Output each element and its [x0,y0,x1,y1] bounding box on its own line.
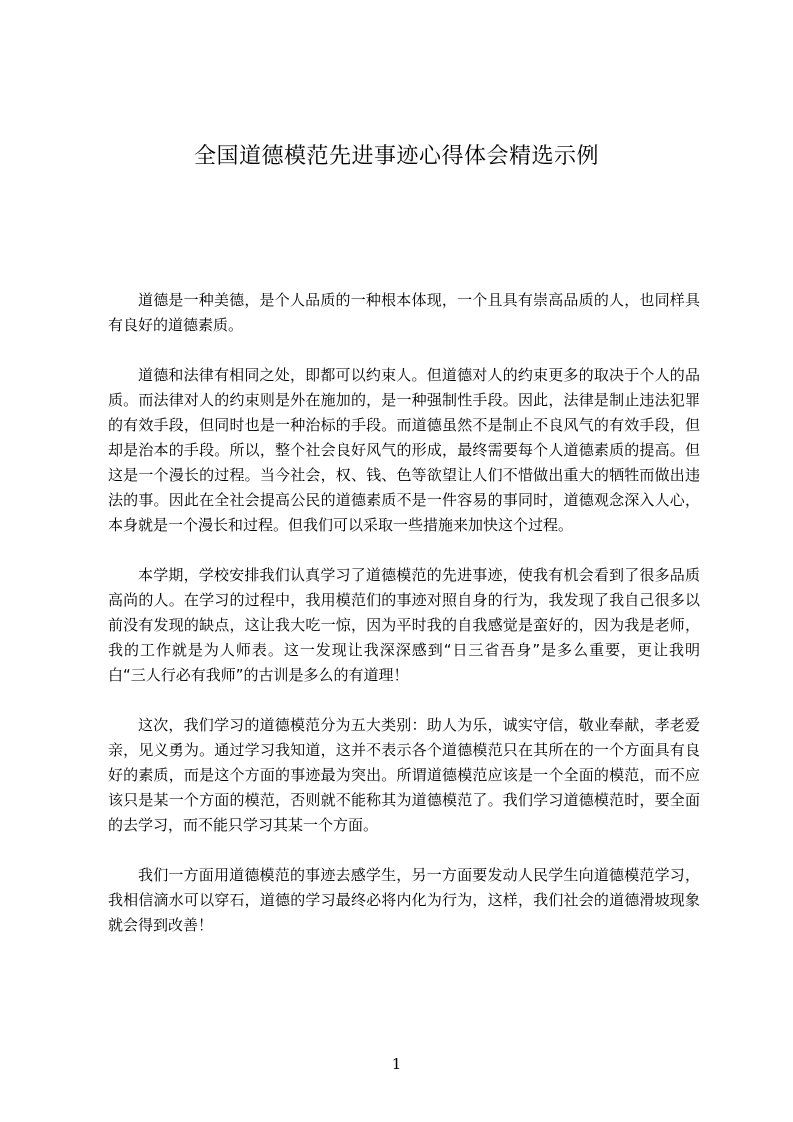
paragraph-3: 本学期，学校安排我们认真学习了道德模范的先进事迹，使我有机会看到了很多品质高尚的人。在学习的过程中，我用模范们的事迹对照自身的行为，我发现了我自己很多以前没有发现的缺点，这让我大吃一惊，因为平时我的自我感觉是蛮好的，因为我是老师，我的工作就是为人师表。这一发现让我深深感到“日三省吾身”是多么重要，更让我明白“三人行必有我师”的古训是多么的有道理！ [108,566,700,684]
document-body [108,288,700,963]
paragraph-4: 这次，我们学习的道德模范分为五大类别：助人为乐，诚实守信，敬业奉献，孝老爱亲，见义勇为。通过学习我知道，这并不表示各个道德模范只在其所在的一个方面具有良好的素质，而是这个方面的事迹最为突出。所谓道德模范应该是一个全面的模范，而不应该只是某一个方面的模范，否则就不能称其为道德模范了。我们学习道德模范时，要全面的去学习，而不能只学习其某一个方面。 [108,716,700,834]
document-title: 全国道德模范先进事迹心得体会精选示例 [193,144,599,169]
paragraph-2: 道德和法律有相同之处，即都可以约束人。但道德对人的约束更多的取决于个人的品质。而法律对人的约束则是外在施加的，是一种强制性手段。因此，法律是制止违法犯罪的有效手段，但同时也是一种治标的手段。而道德虽然不是制止不良风气的有效手段，但却是治本的手段。所以，整个社会良好风气的形成，最终需要每个人道德素质的提高。但这是一个漫长的过程。当今社会，权、钱、色等欲望让人们不惜做出重大的牺牲而做出违法的事。因此在全社会提高公民的道德素质不是一件容易的事同时，道德观念深入人心，本身就是一个漫长和过程。但我们可以采取一些措施来加快这个过程。 [108,366,700,534]
page-number: 1 [391,1055,402,1073]
paragraph-1: 道德是一种美德，是个人品质的一种根本体现，一个且具有崇高品质的人，也同样具有良好的道德素质。 [108,291,700,334]
paragraph-5: 我们一方面用道德模范的事迹去感学生，另一方面要发动人民学生向道德模范学习，我相信滴水可以穿石，道德的学习最终必将内化为行为，这样，我们社会的道德滑坡现象就会得到改善！ [108,866,700,934]
